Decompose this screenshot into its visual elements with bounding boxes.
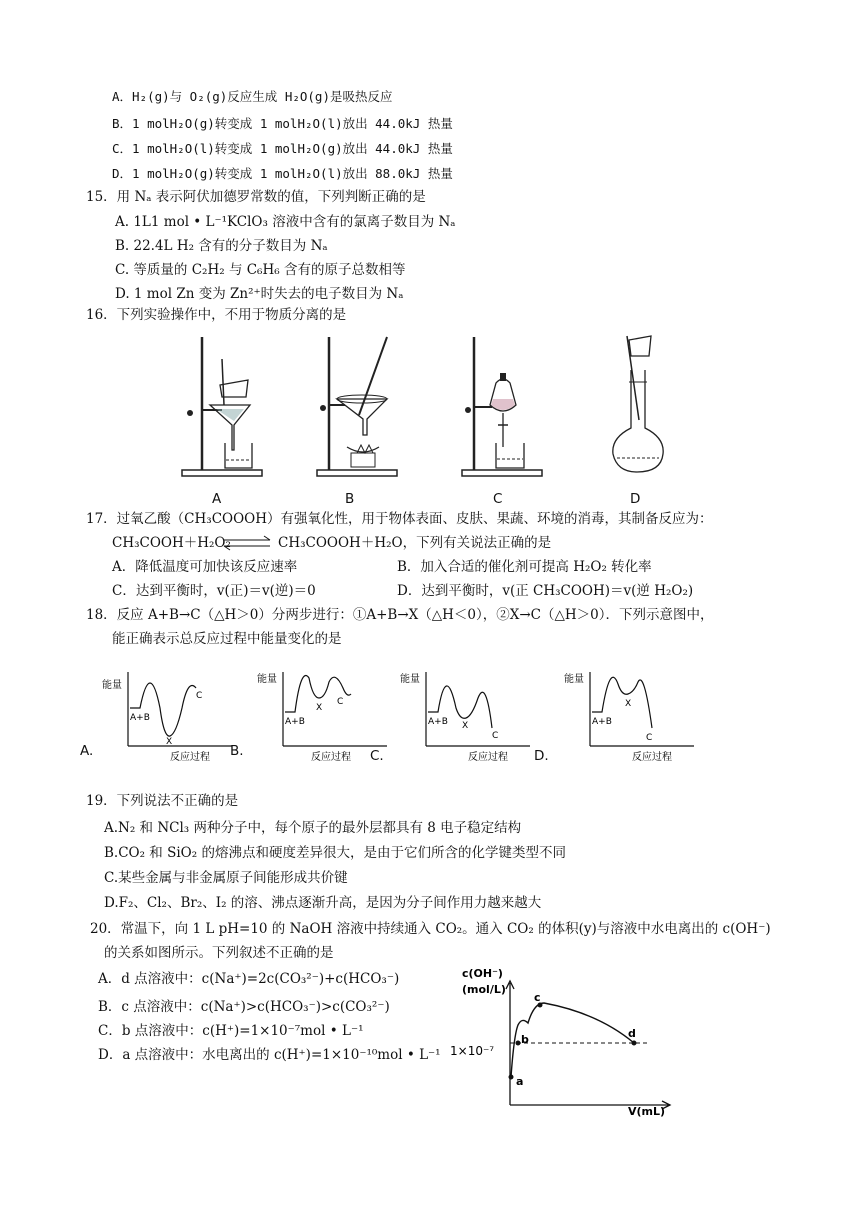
q14-option-c: C．1 molH₂O(l)转变成 1 molH₂O(g)放出 44.0kJ 热量 <box>112 141 453 156</box>
energy-diagram-c <box>398 668 538 768</box>
q15-option-c: C. 等质量的 C₂H₂ 与 C₆H₆ 含有的原子总数相等 <box>115 262 406 278</box>
graph-point-c: c <box>534 991 541 1004</box>
q15-option-d: D. 1 mol Zn 变为 Zn²⁺时失去的电子数目为 Nₐ <box>115 286 404 302</box>
graph-y-label-2: (mol/L) <box>462 983 506 996</box>
q18-option-b: B. <box>230 743 244 759</box>
q14-option-a: A．H₂(g)与 O₂(g)反应生成 H₂O(g)是吸热反应 <box>112 89 393 104</box>
apparatus-label-c: C <box>493 491 503 507</box>
q20-stem-line1: 20．常温下，向 1 L pH=10 的 NaOH 溶液中持续通入 CO₂。通入 CO₂ 的体积(y)与溶液中水电离出的 c(OH⁻) <box>90 921 771 937</box>
energy-diagram-a <box>100 668 240 768</box>
energy-diagram-d <box>562 668 702 768</box>
product-label: C <box>646 733 653 743</box>
intermediate-label: X <box>462 721 469 731</box>
y-axis-label: 能量 <box>564 674 584 685</box>
q20-stem-line2: 的关系如图所示。下列叙述不正确的是 <box>104 945 334 961</box>
graph-point-a: a <box>516 1075 524 1088</box>
intermediate-label: X <box>316 703 323 713</box>
q17-equation-right: CH₃COOOH＋H₂O，下列有关说法正确的是 <box>278 535 552 551</box>
q14-option-d: D．1 molH₂O(g)转变成 1 molH₂O(l)放出 88.0kJ 热量 <box>112 166 453 181</box>
q15-stem: 15．用 Nₐ 表示阿伏加德罗常数的值，下列判断正确的是 <box>86 189 426 205</box>
apparatus-label-d: D <box>630 491 641 507</box>
q19-option-b: B.CO₂ 和 SiO₂ 的熔沸点和硬度差异很大，是由于它们所含的化学键类型不同 <box>104 845 566 861</box>
q19-option-a: A.N₂ 和 NCl₃ 两种分子中，每个原子的最外层都具有 8 电子稳定结构 <box>104 820 522 836</box>
q19-stem: 19．下列说法不正确的是 <box>86 793 239 809</box>
q20-option-a: A．d 点溶液中：c(Na⁺)=2c(CO₃²⁻)+c(HCO₃⁻) <box>98 971 400 987</box>
q14-option-b: B．1 molH₂O(g)转变成 1 molH₂O(l)放出 44.0kJ 热量 <box>112 116 453 131</box>
q18-option-d: D. <box>534 748 549 764</box>
product-label: C <box>196 691 203 701</box>
x-axis-label: 反应过程 <box>170 752 210 763</box>
q20-option-c: C．b 点溶液中：c(H⁺)=1×10⁻⁷mol • L⁻¹ <box>98 1023 364 1039</box>
graph-x-label: V(mL) <box>628 1105 666 1118</box>
q18-stem-line1: 18．反应 A+B→C（△H＞0）分两步进行：①A+B→X（△H＜0），②X→C（△H＞0）．下列示意图中， <box>86 607 714 623</box>
q17-equation-left: CH₃COOH＋H₂O₂ <box>112 535 231 551</box>
apparatus-filtration <box>180 335 270 480</box>
q17-option-c: C．达到平衡时，v(正)＝v(逆)＝0 <box>112 583 316 599</box>
q20-option-b: B．c 点溶液中：c(Na⁺)>c(HCO₃⁻)>c(CO₃²⁻) <box>98 999 390 1015</box>
q17-option-d: D．达到平衡时，v(正 CH₃COOH)＝v(逆 H₂O₂) <box>397 583 694 599</box>
product-label: C <box>492 731 499 741</box>
intermediate-label: X <box>166 737 173 747</box>
apparatus-separatory-funnel <box>460 335 550 480</box>
q15-option-b: B. 22.4L H₂ 含有的分子数目为 Nₐ <box>115 238 328 254</box>
graph-ref-label: 1×10⁻⁷ <box>450 1044 495 1058</box>
x-axis-label: 反应过程 <box>632 752 672 763</box>
product-label: C <box>337 697 344 707</box>
q19-option-c: C.某些金属与非金属原子间能形成共价键 <box>104 870 348 886</box>
q20-graph <box>448 965 683 1118</box>
apparatus-evaporation <box>315 335 405 480</box>
intermediate-label: X <box>625 699 632 709</box>
q18-stem-line2: 能正确表示总反应过程中能量变化的是 <box>112 631 342 647</box>
apparatus-volumetric-flask <box>605 330 675 480</box>
q18-option-a: A. <box>80 743 94 759</box>
y-axis-label: 能量 <box>400 674 420 685</box>
y-axis-label: 能量 <box>257 674 277 685</box>
q17-option-b: B．加入合适的催化剂可提高 H₂O₂ 转化率 <box>397 559 652 575</box>
apparatus-label-b: B <box>345 491 355 507</box>
graph-y-label-1: c(OH⁻) <box>462 967 503 980</box>
q17-stem: 17．过氧乙酸（CH₃COOOH）有强氧化性，用于物体表面、皮肤、果蔬、环境的消毒，其制备反应为： <box>86 511 713 527</box>
graph-point-b: b <box>521 1033 529 1046</box>
x-axis-label: 反应过程 <box>311 752 351 763</box>
y-axis-label: 能量 <box>102 680 122 691</box>
equilibrium-arrow-icon <box>222 536 272 550</box>
q15-option-a: A. 1L1 mol • L⁻¹KClO₃ 溶液中含有的氯离子数目为 Nₐ <box>115 214 456 230</box>
x-axis-label: 反应过程 <box>468 752 508 763</box>
reactant-label: A+B <box>130 713 150 723</box>
q16-stem: 16．下列实验操作中，不用于物质分离的是 <box>86 307 347 323</box>
apparatus-label-a: A <box>212 491 222 507</box>
graph-point-d: d <box>628 1027 636 1040</box>
q19-option-d: D.F₂、Cl₂、Br₂、I₂ 的溶、沸点逐渐升高，是因为分子间作用力越来越大 <box>104 895 542 911</box>
q17-option-a: A．降低温度可加快该反应速率 <box>112 559 298 575</box>
reactant-label: A+B <box>285 717 305 727</box>
reactant-label: A+B <box>428 717 448 727</box>
q20-option-d: D．a 点溶液中：水电离出的 c(H⁺)=1×10⁻¹⁰mol • L⁻¹ <box>98 1047 441 1063</box>
q18-option-c: C. <box>370 748 384 764</box>
reactant-label: A+B <box>592 717 612 727</box>
